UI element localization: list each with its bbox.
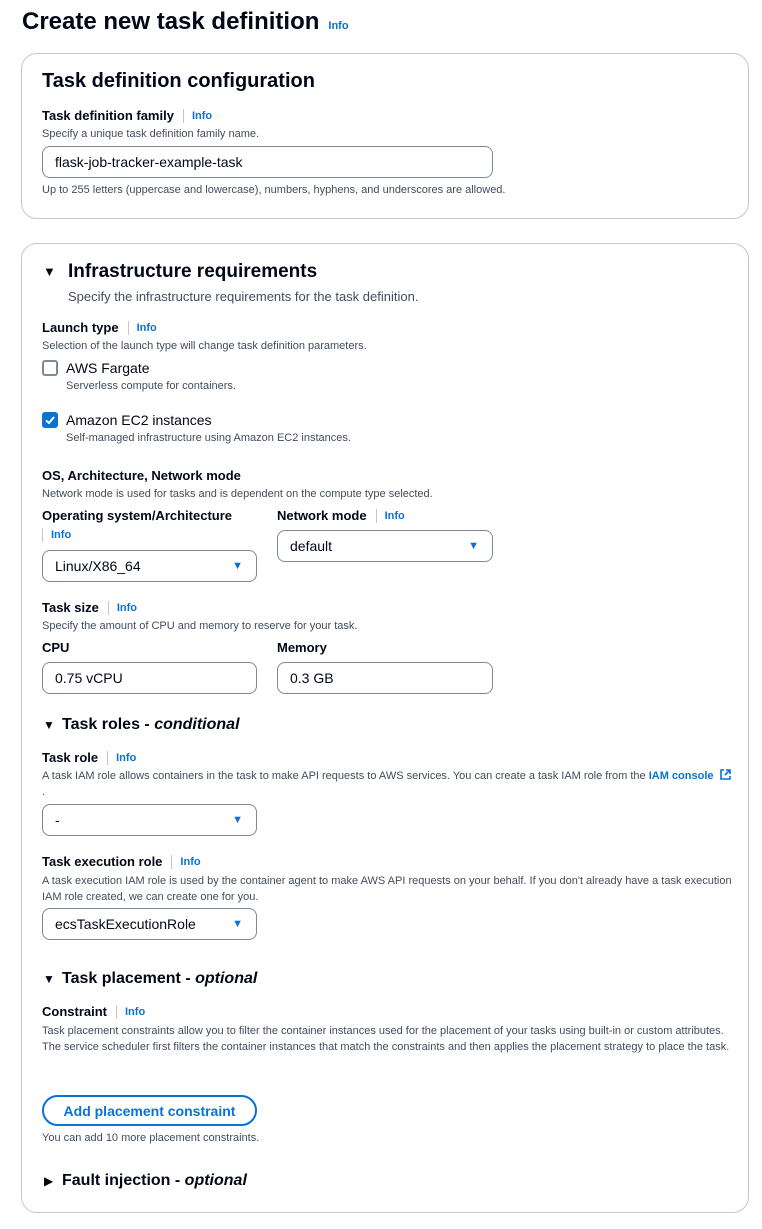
dropdown-caret-icon: ▼ [232,918,243,930]
exec-role-info-link[interactable]: Info [180,855,201,868]
network-info-link[interactable]: Info [384,509,405,522]
caret-right-icon[interactable]: ▶ [44,1174,54,1188]
ec2-label[interactable]: Amazon EC2 instances [66,412,212,428]
launch-type-label-row [42,320,157,335]
launch-type-label: Launch type [42,320,119,335]
cpu-input[interactable]: 0.75 vCPU [42,662,257,694]
divider [108,601,109,615]
memory-label: Memory [277,640,327,655]
os-label: Operating system/Architecture [42,508,233,523]
task-size-label-row [42,600,137,615]
family-input[interactable]: flask-job-tracker-example-task [42,146,493,178]
task-role-description: A task IAM role allows containers in the task to make API requests to AWS services. You can create a task IAM role from the IAM console . [42,768,732,800]
task-placement-heading-qualifier: optional [195,970,258,987]
page-info-link[interactable]: Info [328,20,349,32]
constraint-label: Constraint [42,1004,107,1019]
add-placement-constraint-button[interactable]: Add placement constraint [42,1095,257,1126]
task-placement-heading[interactable] [62,970,257,988]
family-constraint-hint: Up to 255 letters (uppercase and lowercase), numbers, hyphens, and underscores are allowed. [42,184,506,196]
family-info-link[interactable]: Info [191,109,213,122]
exec-role-label: Task execution role [42,854,163,869]
fargate-description: Serverless compute for containers. [66,380,236,392]
task-role-info-link[interactable]: Info [116,751,137,764]
infra-panel-title[interactable]: Infrastructure requirements [68,261,318,282]
fault-injection-heading-text: Fault injection - [62,1172,185,1189]
task-role-label-row [42,750,136,765]
fargate-checkbox[interactable] [42,360,58,376]
page-header [22,8,349,36]
placement-remaining-text: You can add 10 more placement constraints. [42,1132,260,1144]
family-label: Task definition family [42,108,174,123]
caret-down-icon[interactable]: ▼ [43,718,55,732]
task-size-label: Task size [42,600,99,615]
family-label-row [42,108,212,123]
network-label: Network mode [277,508,367,523]
exec-role-label-row [42,854,201,869]
os-group-description: Network mode is used for tasks and is dependent on the compute type selected. [42,488,433,500]
constraint-label-row [42,1004,145,1019]
exec-role-value: ecsTaskExecutionRole [55,916,196,932]
os-info-row [42,528,71,542]
constraint-description: Task placement constraints allow you to filter the container instances used for the placement of your tasks using built-in or custom attributes. The service scheduler first filters the container instances that match the constraints and then applies the placement strategy to place the task. [42,1025,730,1053]
divider [42,528,43,542]
os-group-label: OS, Architecture, Network mode [42,468,241,483]
checkmark-icon [44,414,56,426]
divider [376,509,377,523]
task-placement-heading-text: Task placement - [62,970,196,987]
exec-role-description: A task execution IAM role is used by the container agent to make AWS API requests on your behalf. If you don't already have a task execution IAM role created, we can create one for you. [42,875,732,903]
memory-input[interactable]: 0.3 GB [277,662,493,694]
family-description: Specify a unique task definition family name. [42,128,260,140]
task-roles-heading-qualifier: conditional [154,716,240,733]
dropdown-caret-icon: ▼ [232,814,243,826]
task-role-value: - [55,812,60,828]
task-role-description-text: A task IAM role allows containers in the task to make API requests to AWS services. You can create a task IAM role from the [42,770,646,782]
task-roles-heading-text: Task roles - [62,716,155,733]
network-mode-select[interactable] [277,530,493,562]
caret-down-icon[interactable]: ▼ [43,972,55,986]
divider [107,751,108,765]
launch-type-description: Selection of the launch type will change task definition parameters. [42,340,367,352]
iam-console-link[interactable] [649,770,732,782]
exec-role-select[interactable] [42,908,257,940]
dropdown-caret-icon: ▼ [468,540,479,552]
divider [116,1005,117,1019]
fault-injection-heading[interactable] [62,1172,247,1190]
launch-type-info-link[interactable]: Info [136,321,157,334]
ec2-description: Self-managed infrastructure using Amazon EC2 instances. [66,432,351,444]
fargate-label[interactable]: AWS Fargate [66,360,150,376]
task-size-description: Specify the amount of CPU and memory to reserve for your task. [42,620,358,632]
dropdown-caret-icon: ▼ [232,560,243,572]
task-role-label: Task role [42,750,99,765]
config-panel-title: Task definition configuration [42,70,315,92]
network-label-row [277,508,405,523]
network-mode-value: default [290,538,333,554]
divider [183,109,184,123]
fault-injection-heading-qualifier: optional [184,1172,247,1189]
task-roles-heading[interactable] [62,716,240,734]
os-select-value: Linux/X86_64 [55,558,141,574]
ec2-checkbox[interactable] [42,412,58,428]
divider [171,855,172,869]
cpu-label: CPU [42,640,70,655]
infra-description: Specify the infrastructure requirements for the task definition. [68,289,419,304]
external-link-icon [719,768,732,781]
divider [128,321,129,335]
caret-down-icon[interactable]: ▼ [43,264,56,279]
constraint-info-link[interactable]: Info [125,1005,146,1018]
os-select[interactable] [42,550,257,582]
os-info-link[interactable]: Info [51,529,72,541]
task-role-select[interactable] [42,804,257,836]
iam-console-link-text: IAM console [648,770,714,782]
task-size-info-link[interactable]: Info [116,601,138,614]
page-title: Create new task definition [22,8,320,35]
